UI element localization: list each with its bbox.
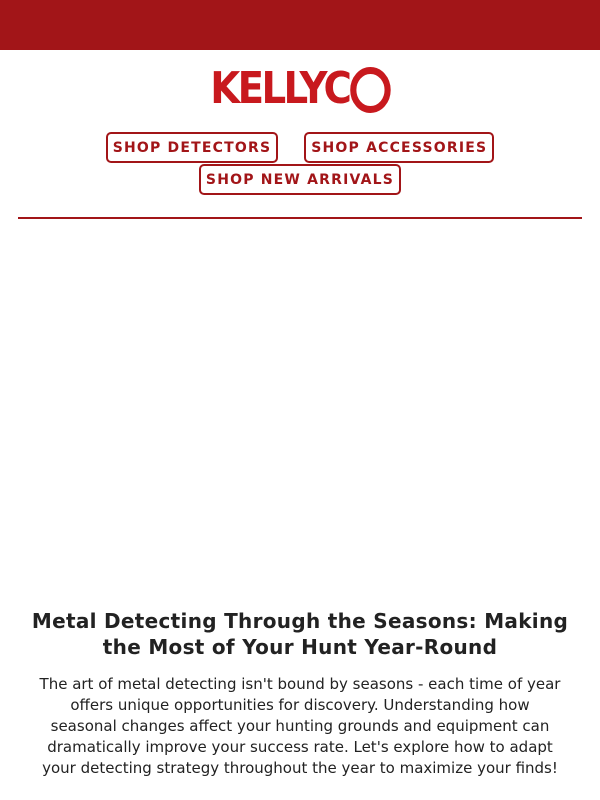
shop-accessories-button[interactable]: SHOP ACCESSORIES xyxy=(304,132,494,163)
article-intro: The art of metal detecting isn't bound by seasons - each time of year offers unique opportunities for discovery. Understanding how seasonal changes affect your hunting grounds and equipment can dramatically improve your success rate. Let's explore how to adapt your detecting strategy throughout the year to maximize your finds! xyxy=(39,675,561,777)
shop-navigation xyxy=(0,132,600,195)
hero-image-placeholder xyxy=(0,219,600,604)
nav-row-2 xyxy=(0,164,600,195)
top-banner xyxy=(0,0,600,50)
shop-new-arrivals-button[interactable]: SHOP NEW ARRIVALS xyxy=(199,164,401,195)
logo-text: KELLYC xyxy=(209,63,349,114)
kellyco-logo[interactable] xyxy=(210,60,390,112)
article-title: Metal Detecting Through the Seasons: Making the Most of Your Hunt Year-Round xyxy=(31,609,569,659)
nav-row-1 xyxy=(0,132,600,163)
logo-o-ring xyxy=(350,67,390,113)
logo-container[interactable] xyxy=(0,50,600,122)
shop-detectors-button[interactable]: SHOP DETECTORS xyxy=(106,132,279,163)
